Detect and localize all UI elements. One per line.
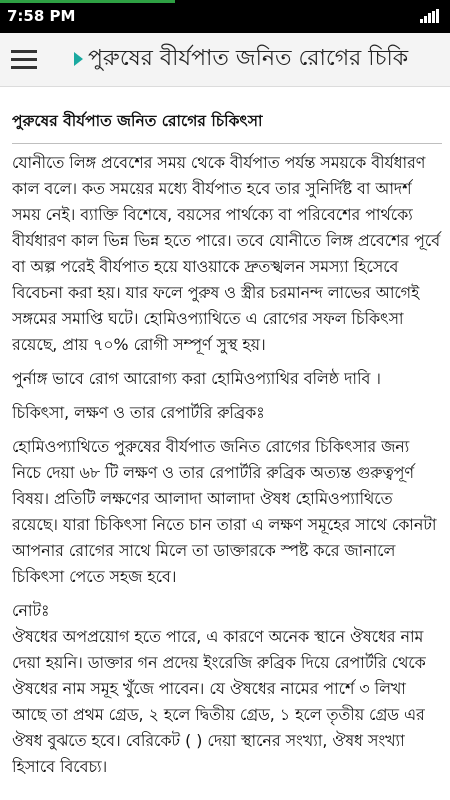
loading-progress-bar: [0, 0, 175, 3]
paragraph-claim: পুর্নাঙ্গ ভাবে রোগ আরোগ্য করা হোমিওপ্যাথির বলিষ্ঠ দাবি ।: [12, 369, 381, 388]
page-title: পুরুষের বীর্যপাত জনিত রোগের চিকি: [88, 46, 409, 71]
hamburger-menu-icon[interactable]: [11, 48, 39, 72]
article-heading: পুরুষের বীর্যপাত জনিত রোগের চিকিৎসা: [12, 104, 442, 144]
app-bar: [0, 33, 450, 87]
paragraph-rubric-heading: চিকিৎসা, লক্ষণ ও তার রেপার্টরি রুব্রিকঃ: [12, 403, 265, 422]
signal-icon: [420, 9, 440, 23]
status-time: 7:58 PM: [7, 7, 76, 25]
paragraph-intro: যোনীতে লিঙ্গ প্রবেশের সময় থেকে বীর্যপাত পর্যন্ত সময়কে বীর্যধারণ কাল বলে। কত সময়ের মধ্যে বীর্যপাত হবে তার সুনির্দিষ্ট বা আদর্শ সময় নেই। ব্যাক্তি বিশেষে, বয়সের পার্থক্যে বা পরিবেশের পার্থক্যে বীর্যধারণ কাল ভিন্ন ভিন্ন হতে পারে। তবে যোনীতে লিঙ্গ প্রবেশের পূর্বে বা অল্প পরেই বীর্যপাত হয়ে যাওয়াকে দ্রুতস্খলন সমস্যা হিসেবে বিবেচনা করা হয়। যার ফলে পুরুষ ও স্ত্রীর চরমানন্দ লাভের আগেই সঙ্গমের সমাপ্তি ঘটে। হোমিওপ্যাথিতে এ রোগের সফল চিকিৎসা রয়েছে, প্রায় ৭০% রোগী সম্পূর্ণ সুস্থ হয়।: [12, 153, 440, 354]
note-section: [12, 598, 442, 780]
note-text: ঔষধের অপপ্রয়োগ হতে পারে, এ কারণে অনেক স্থানে ঔষধের নাম দেয়া হয়নি। ডাক্তার গন প্রদেয় ইংরেজি রুব্রিক দিয়ে রেপার্টরি থেকে ঔষধের নাম সমূহ খুঁজে পাবেন। যে ঔষধের নামের পার্শে ৩ লিখা আছে তা প্রথম গ্রেড, ২ হলে দ্বিতীয় গ্রেড, ১ হলে তৃতীয় গ্রেড এর ঔষধ বুঝতে হবে। বেরিকেট ( ) দেয়া স্থানের সংখ্যা, ঔষধ সংখ্যা হিসাবে বিবেচ্য।: [12, 627, 426, 776]
play-arrow-icon: [74, 52, 83, 66]
paragraph-symptoms: হোমিওপ্যাথিতে পুরুষের বীর্যপাত জনিত রোগের চিকিৎসার জন্য নিচে দেয়া ৬৮ টি লক্ষণ ও তার রেপার্টরি রুব্রিক অত্যন্ত গুরুত্বপূর্ণ বিষয়। প্রতিটি লক্ষণের আলাদা আলাদা ঔষধ হোমিওপ্যাথিতে রয়েছে। যারা চিকিৎসা নিতে চান তারা এ লক্ষণ সমূহের সাথে কোনটা আপনার রোগের সাথে মিলে তা ডাক্তারকে স্পষ্ট করে জানালে চিকিৎসা পেতে সহজ হবে।: [12, 437, 437, 586]
note-label: নোটঃ: [12, 601, 50, 620]
article-content: [12, 104, 442, 798]
status-bar: [0, 0, 450, 33]
